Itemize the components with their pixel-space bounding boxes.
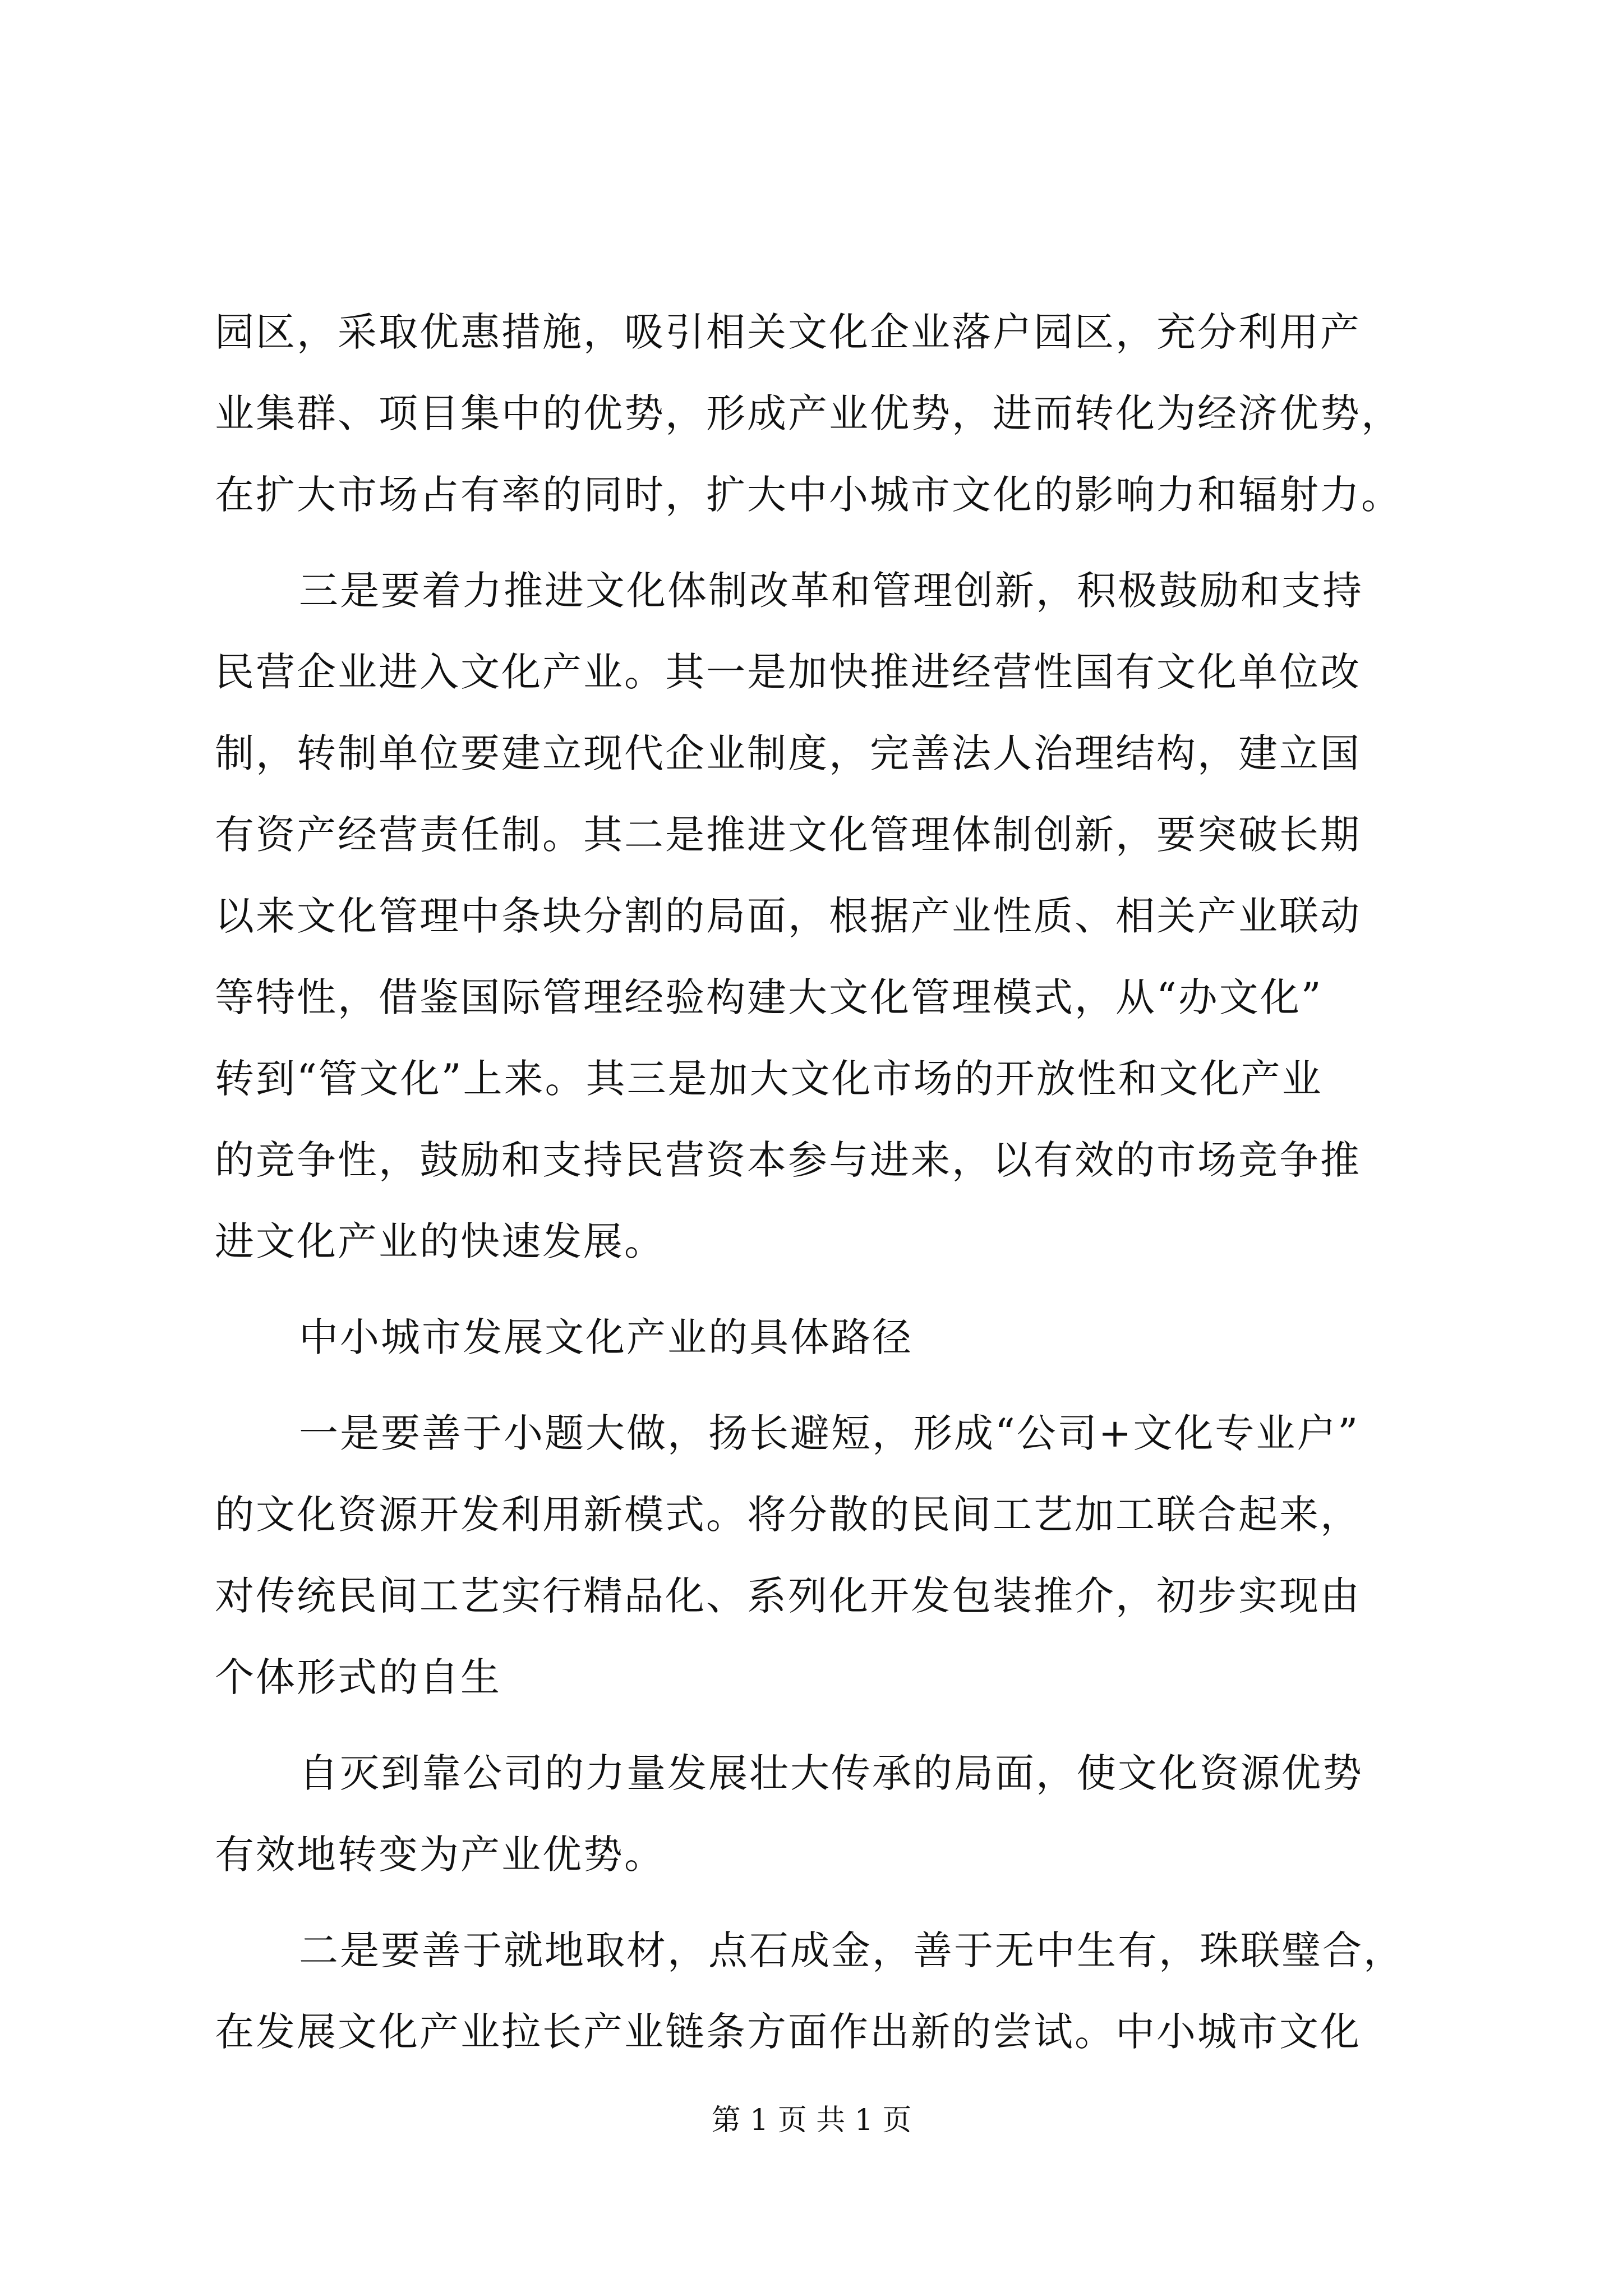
text-line: 的竞争性，鼓励和支持民营资本参与进来，以有效的市场竞争推 bbox=[215, 1137, 1361, 1183]
paragraph-start-line: 自灭到靠公司的力量发展壮大传承的局面，使文化资源优势 bbox=[299, 1750, 1363, 1796]
text-line: 转到“管文化”上来。其三是加大文化市场的开放性和文化产业 bbox=[215, 1056, 1323, 1102]
text-line: 业集群、项目集中的优势，形成产业优势，进而转化为经济优势， bbox=[215, 390, 1402, 436]
text-line: 的文化资源开发利用新模式。将分散的民间工艺加工联合起来， bbox=[215, 1492, 1361, 1538]
text-line: 以来文化管理中条块分割的局面，根据产业性质、相关产业联动 bbox=[215, 893, 1361, 939]
text-line: 民营企业进入文化产业。其一是加快推进经营性国有文化单位改 bbox=[215, 649, 1361, 695]
text-line: 园区，采取优惠措施，吸引相关文化企业落户园区，充分利用产 bbox=[215, 309, 1361, 355]
text-line: 制，转制单位要建立现代企业制度，完善法人治理结构，建立国 bbox=[215, 730, 1361, 776]
text-line: 等特性，借鉴国际管理经验构建大文化管理模式，从“办文化” bbox=[215, 974, 1323, 1020]
document-body bbox=[215, 292, 1499, 2073]
paragraph-start-line: 二是要善于就地取材，点石成金，善于无中生有，珠联璧合， bbox=[299, 1927, 1404, 1973]
text-line: 有资产经营责任制。其二是推进文化管理体制创新，要突破长期 bbox=[215, 812, 1361, 858]
section-heading: 中小城市发展文化产业的具体路径 bbox=[299, 1314, 913, 1360]
text-line: 在扩大市场占有率的同时，扩大中小城市文化的影响力和辐射力。 bbox=[215, 472, 1402, 518]
text-line: 有效地转变为产业优势。 bbox=[215, 1832, 665, 1878]
text-line: 个体形式的自生 bbox=[215, 1654, 501, 1700]
paragraph-start-line: 三是要着力推进文化体制改革和管理创新，积极鼓励和支持 bbox=[299, 568, 1363, 614]
text-line: 对传统民间工艺实行精品化、系列化开发包装推介，初步实现由 bbox=[215, 1573, 1361, 1619]
paragraph-start-line: 一是要善于小题大做，扬长避短，形成“公司+文化专业户” bbox=[299, 1410, 1360, 1456]
text-line: 进文化产业的快速发展。 bbox=[215, 1218, 665, 1264]
page-number-footer: 第 1 页 共 1 页 bbox=[711, 2104, 912, 2137]
text-line: 在发展文化产业拉长产业链条方面作出新的尝试。中小城市文化 bbox=[215, 2009, 1361, 2055]
